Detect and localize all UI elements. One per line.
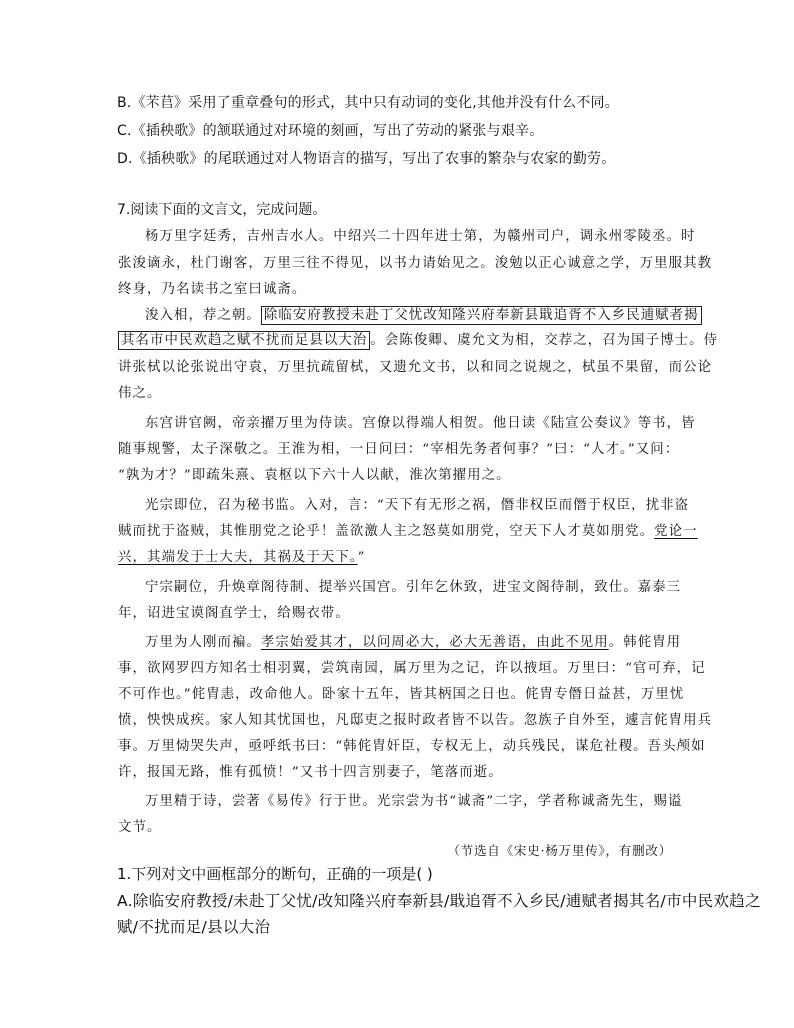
- question-7-heading: 7.阅读下面的文言文，完成问题。: [117, 202, 327, 218]
- underlined-text: 党论一: [654, 524, 698, 539]
- passage-text: 。会陈俊卿、虞允文为相，交荐之，召为国子博士。侍: [370, 333, 719, 348]
- passage-line: “孰为才？”即疏朱熹、袁枢以下六十人以献，淮次第擢用之。: [118, 468, 511, 483]
- underlined-text: 兴，其端发于士大夫，其祸及于天下。: [118, 550, 358, 565]
- passage-line: 张浚谪永，杜门谢客，万里三往不得见，以书力请始见之。浚勉以正心诚意之学，万里服其教: [118, 256, 713, 271]
- passage-line: 伟之。: [118, 386, 162, 401]
- passage-line: 事，欲网罗四方知名士相羽翼，尝筑南园，属万里为之记，许以掖垣。万里曰：“官可弃，记: [118, 661, 706, 676]
- answer-option-a-cont: 赋/不扰而足/县以大治: [117, 918, 271, 936]
- option-b: B.《芣苢》采用了重章叠句的形式，其中只有动词的变化,其他并没有什么不同。: [117, 95, 619, 111]
- passage-line: 终身，乃名读书之室曰诚斋。: [118, 282, 307, 297]
- passage-text: 贼而扰于盗贼，其惟朋党之论乎！盖欲激人主之怒莫如朋党，空天下人才莫如朋党。: [118, 524, 655, 539]
- passage-line-with-box: [118, 329, 718, 348]
- boxed-text: 其名市中民欢趋之赋不扰而足县以大治: [118, 331, 370, 350]
- passage-line-with-box: [145, 304, 702, 323]
- passage-line: 杨万里字廷秀，吉州吉水人。中绍兴二十四年进士第，为赣州司户，调永州零陵丞。时: [145, 229, 696, 244]
- passage-line: 事。万里恸哭失声，亟呼纸书曰：“韩侂胄奸臣，专权无上，动兵残民，谋危社稷。吾头颅如: [118, 739, 706, 754]
- passage-line: 讲张栻以论张说出守袁，万里抗疏留栻，又遗允文书，以和同之说规之，栻虽不果留，而公论: [118, 360, 713, 375]
- passage-line-with-underline: [118, 520, 698, 539]
- subquestion-1: 1.下列对文中画框部分的断句，正确的一项是( ): [117, 865, 433, 883]
- option-c: C.《插秧歌》的颔联通过对环境的刻画，写出了劳动的紧张与艰辛。: [117, 123, 544, 139]
- passage-line-with-underline: [145, 631, 681, 650]
- passage-line: 随事规警，太子深敬之。王淮为相，一日问曰：“宰相先务者何事？”曰：“人才。”又问：: [118, 442, 680, 457]
- passage-line: 光宗即位，召为秘书监。入对，言：“天下有无形之祸，僭非权臣而僭于权臣，扰非盗: [145, 498, 690, 513]
- passage-line-with-underline: [118, 546, 366, 565]
- underlined-text: 孝宗始爱其才，以问周必大，必大无善语，由此不见用: [260, 635, 609, 650]
- passage-line: 年，诏进宝谟阁直学士，给赐衣带。: [118, 606, 350, 621]
- passage-line: 东宫讲官阙，帝亲擢万里为侍读。宫僚以得端人相贺。他日读《陆宣公奏议》等书，皆: [145, 416, 696, 431]
- passage-line: 愤，怏怏成疾。家人知其忧国也，凡邸吏之报时政者皆不以告。忽族子自外至，遽言侂胄用兵: [118, 713, 713, 728]
- passage-source: （节选自《宋史·杨万里传》，有删改）: [447, 843, 672, 858]
- passage-line: 宁宗嗣位，升焕章阁待制、提举兴国宫。引年乞休致，进宝文阁待制，致仕。嘉泰三: [145, 580, 682, 595]
- answer-option-a: A.除临安府教授/未赴丁父忧/改知隆兴府奉新县/戢追胥不入乡民/逋赋者揭其名/市中民欢趋之: [117, 892, 761, 910]
- option-d: D.《插秧歌》的尾联通过对人物语言的描写，写出了农事的繁杂与农家的勤劳。: [117, 151, 616, 167]
- passage-text: ”: [357, 550, 366, 565]
- passage-line: 不可作也。”侂胄恚，改命他人。卧家十五年，皆其柄国之日也。侂胄专僭日益甚，万里忧: [118, 687, 685, 702]
- passage-line: 万里精于诗，尝著《易传》行于世。光宗尝为书“诚斋”二字，学者称诚斋先生，赐谥: [145, 794, 683, 809]
- passage-text: 浚入相，荐之朝。: [145, 308, 261, 323]
- passage-text: 万里为人刚而褊。: [145, 635, 261, 650]
- passage-line: 文节。: [118, 820, 162, 835]
- boxed-text: 除临安府教授未赴丁父忧改知隆兴府奉新县戢追胥不入乡民逋赋者揭: [261, 306, 702, 325]
- passage-text: 。韩侂胄用: [608, 635, 682, 650]
- passage-line: 许，报国无路，惟有孤愤！”又书十四言别妻子，笔落而逝。: [118, 765, 503, 780]
